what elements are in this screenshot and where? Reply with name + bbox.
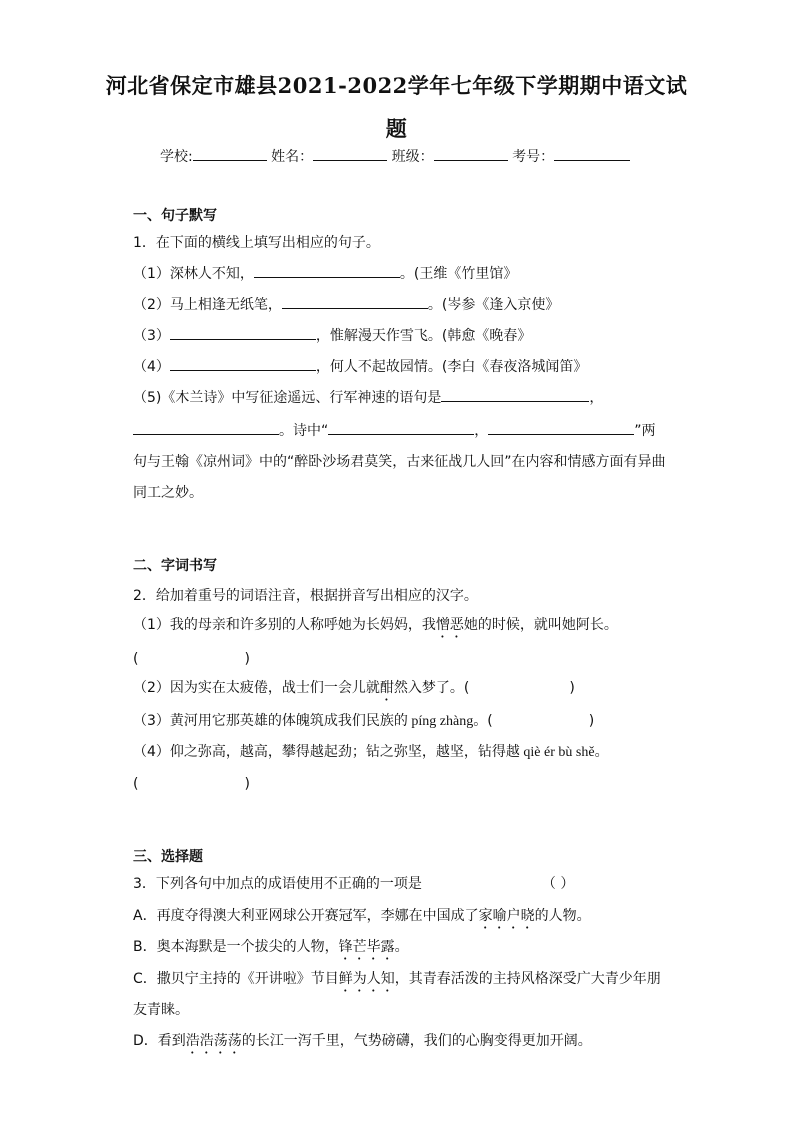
q3-answer-paren[interactable]: （ ） (541, 876, 575, 892)
paren-close: ) (588, 713, 595, 729)
name-label: 姓名： (271, 149, 314, 165)
exam-no-label: 考号： (512, 149, 555, 165)
q3-option-d-end: 的长江一泻千里，气势磅礴，我们的心胸变得更加开阔。 (241, 1033, 592, 1049)
q2-item3-pinyin: píng zhàng (407, 714, 474, 729)
exam-title-line2: 题 (385, 116, 408, 141)
q2-item4-pinyin: qiè ér bù shě (519, 745, 595, 760)
q2-item1-dotted-word: 憎恶 (435, 617, 464, 633)
q3-option-c[interactable] (133, 969, 661, 995)
paren-close: ) (569, 680, 575, 696)
q1-item3-text: （3） (133, 328, 170, 344)
q1-item2-source: 。(岑参《逢入京使》 (427, 297, 560, 313)
q1-item1 (133, 263, 517, 284)
q2-item2 (133, 678, 575, 704)
q1-item4-source: ，何人不起故园情。(李白《春夜洛城闻笛》 (315, 359, 588, 375)
q3-option-a[interactable] (133, 906, 591, 932)
q3-option-b-end: 。 (394, 939, 409, 955)
q2-item4-answer[interactable] (133, 774, 250, 794)
q1-stem: 1．在下面的横线上填写出相应的句子。 (133, 235, 380, 251)
q2-item1-text-end: 她的时候，就叫她阿长。 (463, 617, 618, 633)
q1-item3-blank[interactable] (170, 325, 316, 340)
q3-option-d-text: D．看到 (133, 1033, 186, 1049)
q3-option-d-idiom: 浩浩荡荡 (185, 1033, 242, 1049)
q1-item1-blank[interactable] (254, 263, 400, 278)
exam-title-line1: 河北省保定市雄县2021-2022学年七年级下学期期中语文试 (105, 73, 688, 98)
section3-heading: 三、选择题 (133, 849, 203, 865)
q2-item4-period: 。 (594, 744, 609, 760)
q3-option-a-end: 的人物。 (534, 908, 591, 924)
q2-item1 (133, 615, 618, 641)
q2-item3 (133, 711, 594, 732)
section1-heading: 一、句子默写 (133, 208, 217, 224)
q1-item5-comma2: ， (474, 423, 489, 439)
section2-heading: 二、字词书写 (133, 558, 217, 574)
q1-item5-quote-close: ”两 (634, 423, 656, 439)
q2-item3-text: （3）黄河用它那英雄的体魄筑成我们民族的 (133, 713, 408, 729)
q3-option-c-text: C．撒贝宁主持的《开讲啦》节目 (133, 971, 339, 987)
q1-item3-source: ，惟解漫天作雪飞。(韩愈《晚春》 (315, 328, 532, 344)
q3-stem (133, 874, 574, 894)
q3-option-c-idiom: 鲜为人知 (338, 971, 395, 987)
q1-item1-text: （1）深林人不知， (133, 266, 254, 282)
student-info-row (160, 146, 630, 166)
name-blank[interactable] (313, 146, 387, 161)
q1-item5-comma: ， (589, 390, 604, 406)
q3-option-c-end: ，其青春活泼的主持风格深受广大青少年朋 (394, 971, 661, 987)
q1-item5-line2 (133, 420, 656, 441)
exam-no-blank[interactable] (554, 146, 630, 161)
q3-stem-text: 3．下列各句中加点的成语使用不正确的一项是 (133, 876, 422, 892)
q1-item5-quote-open: 。诗中“ (279, 423, 329, 439)
q3-option-a-idiom: 家喻户晓 (478, 908, 535, 924)
q1-item5-blank1[interactable] (441, 387, 589, 402)
q3-option-c-cont: 友青睐。 (133, 1002, 189, 1018)
q2-item1-answer[interactable] (133, 649, 250, 669)
q1-item5-blank4[interactable] (488, 420, 634, 435)
q1-item2-text: （2）马上相逢无纸笔， (133, 297, 282, 313)
q1-item5-text: （5)《木兰诗》中写征途遥远、行军神速的语句是 (133, 390, 442, 406)
q2-item2-text-end: 然入梦了。( (393, 680, 470, 696)
q1-item5-line3: 句与王翰《凉州词》中的“醉卧沙场君莫笑，古来征战几人回”在内容和情感方面有异曲 (133, 454, 666, 470)
q2-item1-text: （1）我的母亲和许多别的人称呼她为长妈妈，我 (133, 617, 436, 633)
q3-option-a-text: A．再度夺得澳大利亚网球公开赛冠军，李娜在中国成了 (133, 908, 479, 924)
q1-item1-source: 。(王维《竹里馆》 (399, 266, 518, 282)
q1-item4-blank[interactable] (170, 356, 316, 371)
q1-item5-line1 (133, 387, 603, 408)
q2-item2-text: （2）因为实在太疲倦，战士们一会儿就 (133, 680, 380, 696)
q1-item4 (133, 356, 587, 377)
paren-open: ( (133, 776, 139, 792)
q2-item4 (133, 742, 609, 763)
q3-option-b[interactable] (133, 937, 409, 963)
q3-option-b-idiom: 锋芒毕露 (338, 939, 395, 955)
q1-item4-text: （4） (133, 359, 170, 375)
q2-stem: 2．给加着重号的词语注音，根据拼音写出相应的汉字。 (133, 588, 478, 604)
q3-option-d[interactable] (133, 1031, 592, 1057)
q1-item5-blank2[interactable] (133, 420, 279, 435)
class-label: 班级： (391, 149, 434, 165)
paren-open: ( (133, 651, 139, 667)
q1-item2-blank[interactable] (282, 294, 428, 309)
q2-item4-text: （4）仰之弥高，越高，攀得越起劲；钻之弥坚，越坚，钻得越 (133, 744, 520, 760)
q1-item2 (133, 294, 559, 315)
q1-item5-blank3[interactable] (328, 420, 474, 435)
school-label: 学校: (160, 149, 193, 165)
q1-item3 (133, 325, 531, 346)
q3-option-b-text: B．奥本海默是一个拔尖的人物， (133, 939, 339, 955)
paren-close: ) (244, 651, 250, 667)
class-blank[interactable] (434, 146, 508, 161)
q2-item2-dotted-word: 酣 (379, 680, 394, 696)
q1-item5-line4: 同工之妙。 (133, 485, 203, 501)
q2-item3-text-end: 。( (473, 713, 493, 729)
school-blank[interactable] (193, 146, 267, 161)
paren-close: ) (244, 776, 250, 792)
